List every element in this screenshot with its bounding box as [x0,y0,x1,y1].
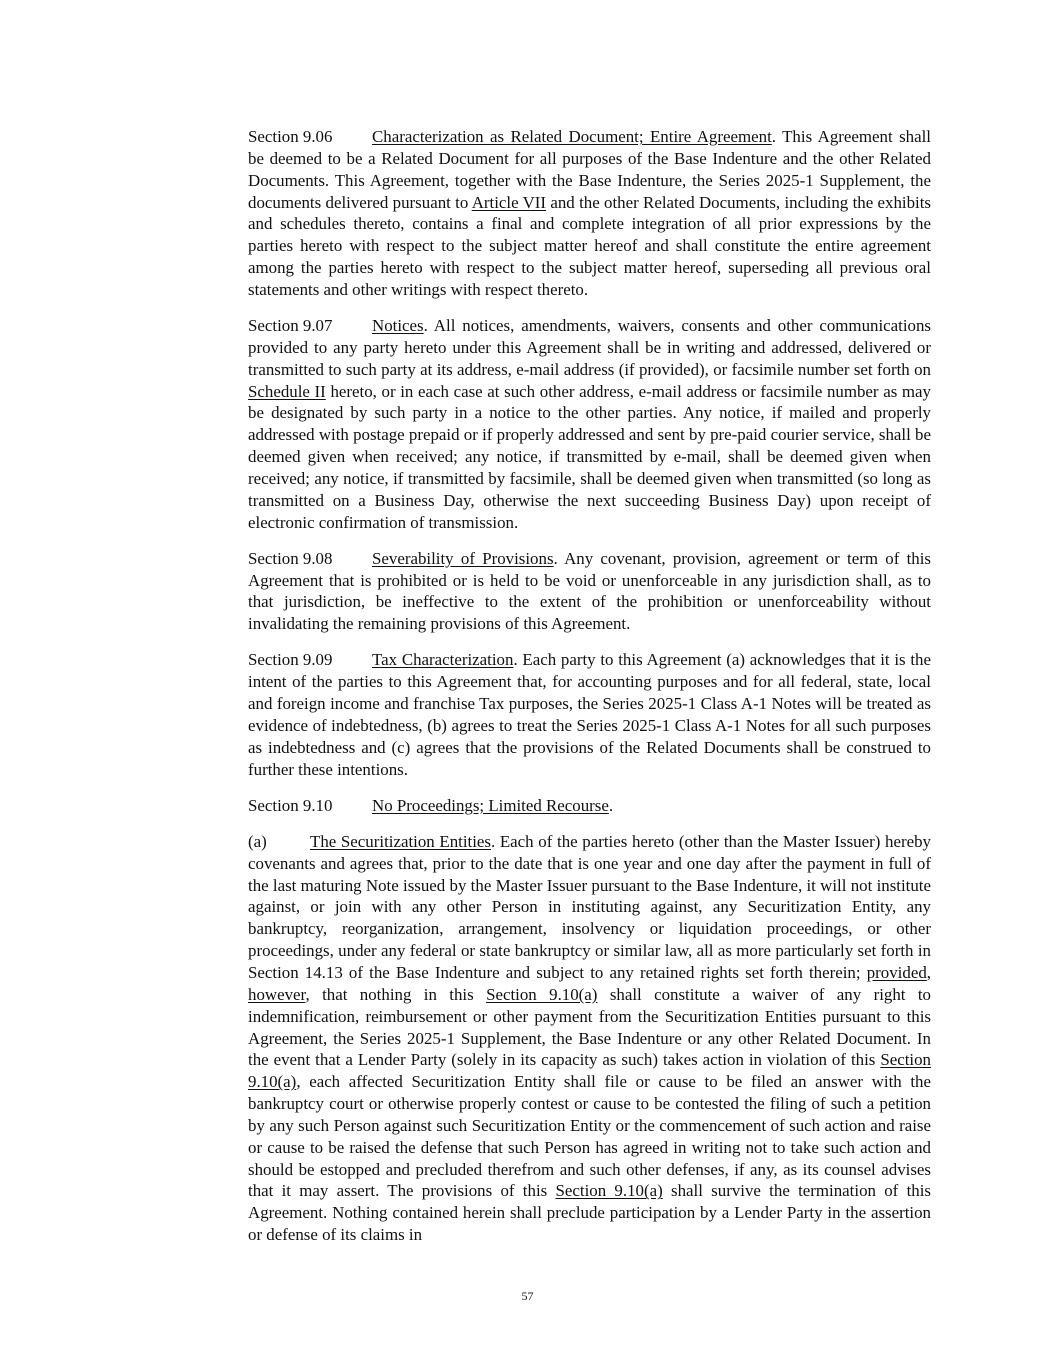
paragraph-text: shall survive the termination of this Agreement. Nothing contained herein shall preclude participation by a Lender Party in the assertion or defense of its claims in [248,1181,931,1245]
cross-reference: Section 9.10(a) [555,1181,663,1201]
paragraph-text: . This Agreement shall be deemed to be a Related Document for all purposes of the Base Indenture and the other Related Documents. This Agreement, together with the Base Indenture, the Series 2025-1 Supplement, the documents delivered pursuant to [248,127,931,212]
paragraph-text: , each affected Securitization Entity shall file or cause to be filed an answer with the bankruptcy court or otherwise properly contest or cause to be contested the filing of such a petition by any such Person against such Securitization Entity or the commencement of such action and raise or cause to be raised the defense that such Person has agreed in writing not to take such action and should be estopped and precluded therefrom and such other defenses, if any, as its counsel advises that it may assert. The provisions of this [248,1072,931,1201]
section-9-10-heading [124,795,931,817]
proviso-term: however [248,984,306,1004]
subsection-heading: The Securitization Entities [310,831,491,851]
section-9-06-paragraph [124,126,931,301]
cross-reference: Section 9.10(a) [486,984,598,1004]
section-heading: Tax Characterization [372,650,514,670]
section-heading: Characterization as Related Document; Entire Agreement [372,127,772,146]
section-number: Section 9.07 [248,316,333,336]
section-number: Section 9.09 [248,650,333,670]
paragraph-text: shall constitute a waiver of any right to indemnification, reimbursement or other payment from the Securitization Entities pursuant to this Agreement, the Series 2025-1 Supplement, the Base Indenture or any other Related Document. In the event that a Lender Party (solely in its capacity as such) takes action in violation of this [248,984,931,1070]
paragraph-text: , that nothing in this [305,984,487,1004]
page-number: 57 [521,1289,534,1303]
subsection-label: (a) [248,831,267,851]
cross-reference: Schedule II [248,381,326,401]
section-number: Section 9.08 [248,548,333,568]
cross-reference: Section 9.10(a) [248,1050,931,1092]
cross-reference: Article VII [471,192,547,212]
proviso-term: provided [866,963,927,983]
paragraph-text: . All notices, amendments, waivers, consents and other communications provided to any party hereto under this Agreement shall be in writing and addressed, delivered or transmitted to such party at its address, e-mail address (if provided), or facsimile number set forth on [248,316,931,379]
document-body [124,126,931,1260]
section-9-08-paragraph [124,548,931,635]
section-number: Section 9.06 [248,127,333,146]
section-9-09-paragraph [124,649,931,780]
section-9-10-a-paragraph [124,831,931,1246]
paragraph-text: . Any covenant, provision, agreement or term of this Agreement that is prohibited or is held to be void or unenforceable in any jurisdiction shall, as to that jurisdiction, be ineffective to the extent of the prohibition or unenforceability without invalidating the remaining provisions of this Agreement. [248,548,931,634]
paragraph-text: hereto, or in each case at such other address, e-mail address or facsimile number as may be designated by such party in a notice to the other parties. Any notice, if mailed and properly addressed with postage prepaid or if properly addressed and sent by pre-paid courier service, shall be deemed given when received; any notice, if transmitted by e-mail, shall be deemed given when received; any notice, if transmitted by facsimile, shall be deemed given when transmitted (so long as transmitted on a Business Day, otherwise the next succeeding Business Day) upon receipt of electronic confirmation of transmission. [248,381,931,532]
section-heading: Notices [372,316,424,336]
paragraph-text: and the other Related Documents, including the exhibits and schedules thereto, contains a final and complete integration of all prior expressions by the parties hereto with respect to the subject matter hereof and shall constitute the entire agreement among the parties hereto with respect to the subject matter hereof, superseding all previous oral statements and other writings with respect thereto. [248,192,932,299]
section-9-07-paragraph [124,315,931,533]
heading-period: . [608,795,614,815]
paragraph-text: . Each of the parties hereto (other than the Master Issuer) hereby covenants and agrees that, prior to the date that is one year and one day after the payment in full of the last maturing Note issued by the Master Issuer pursuant to the Base Indenture, it will not institute against, or join with any other Person in instituting against, any Securitization Entity, any bankruptcy, reorganization, arrangement, insolvency or liquidation proceedings, or other proceedings, under any federal or state bankruptcy or similar law, all as more particularly set forth in Section 14.13 of the Base Indenture and subject to any retained rights set forth therein; [248,831,931,983]
paragraph-text: . Each party to this Agreement (a) acknowledges that it is the intent of the parties to this Agreement that, for accounting purposes and for all federal, state, local and foreign income and franchise Tax purposes, the Series 2025-1 Class A-1 Notes will be treated as evidence of indebtedness, (b) agrees to treat the Series 2025-1 Class A-1 Notes for all such purposes as indebtedness and (c) agrees that the provisions of the Related Documents shall be construed to further these intentions. [248,650,931,779]
section-number: Section 9.10 [248,795,333,815]
section-heading: No Proceedings; Limited Recourse [372,795,609,815]
section-heading: Severability of Provisions [372,548,554,568]
paragraph-text: , [926,963,931,983]
